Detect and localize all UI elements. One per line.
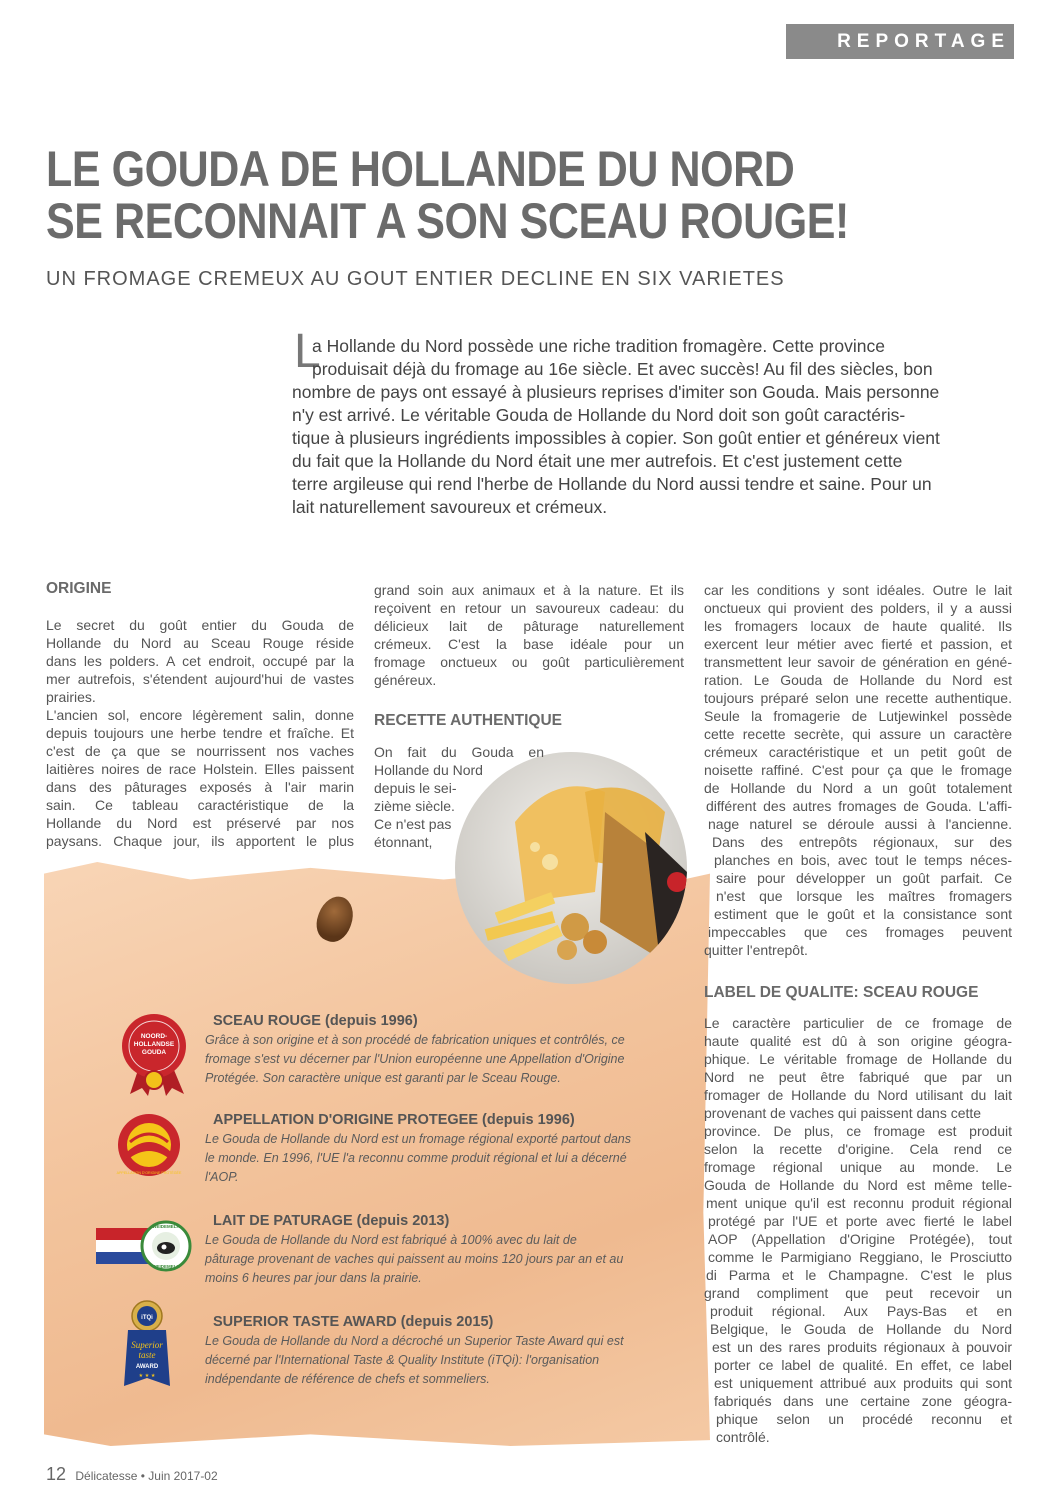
- intro-line: lait naturellement savoureux et crémeux.: [292, 497, 608, 517]
- page-number: 12: [46, 1464, 67, 1484]
- intro-paragraph: [292, 335, 940, 519]
- text-line: contrôlé.: [716, 1429, 770, 1445]
- award-title: SCEAU ROUGE (depuis 1996): [213, 1013, 418, 1029]
- text-line: crémeux. C'est la base idéale pour un: [374, 636, 684, 652]
- text-line: dans des pâturages exposés à l'air marin: [46, 779, 354, 795]
- svg-text:★ ★ ★: ★ ★ ★: [138, 1373, 156, 1379]
- text-line: phique. Le véritable fromage de Hollande du: [704, 1051, 1012, 1067]
- award-description: [205, 1332, 624, 1389]
- award-line: moins 6 heures par jour dans la prairie.: [205, 1271, 422, 1285]
- sceau-rouge-seal-icon: [116, 1010, 192, 1096]
- award-line: Le Gouda de Hollande du Nord est fabriqué à 100% avec du lait de: [205, 1233, 577, 1247]
- text-line: fromager de Hollande du Nord utilisant du lait: [704, 1087, 1012, 1103]
- seal-text: iTQi: [141, 1315, 153, 1321]
- text-line: nage naturel se déroule aussi à l'ancienne.: [708, 816, 1012, 832]
- intro-line: terre argileuse qui rend l'herbe de Hollande du Nord aussi tendre et saine. Pour un: [292, 474, 932, 494]
- text-line: haute qualité est dû à son origine géogra-: [704, 1033, 1012, 1049]
- text-line: sain. Ce tableau caractéristique de la: [46, 797, 354, 813]
- text-line: dans les polders. A cet endroit, occupé par la: [46, 653, 354, 669]
- text-line: On fait du Gouda en: [374, 744, 544, 760]
- text-line: les fromagers locaux de haute qualité. Ils: [704, 618, 1012, 634]
- seal-text: Superior: [131, 1340, 163, 1350]
- award-line: Le Gouda de Hollande du Nord a décroché un Superior Taste Award qui est: [205, 1334, 624, 1348]
- footer-publication: Délicatesse • Juin 2017-02: [75, 1469, 218, 1483]
- award-line: Protégée. Son caractère unique est garanti par le Sceau Rouge.: [205, 1071, 561, 1085]
- seal-text: GOUDA: [141, 1049, 167, 1056]
- text-line: noisette raffiné. C'est pour ça que le fromage: [704, 762, 1012, 778]
- award-line: Grâce à son origine et à son procédé de fabrication uniques et contrôlés, ce: [205, 1033, 625, 1047]
- text-line: est uniquement attribué aux produits qui sont: [714, 1375, 1012, 1391]
- text-line: planches en bois, avec tout le temps néces-: [714, 852, 1012, 868]
- text-line: protégé par l'UE et porte avec fierté le label: [708, 1213, 1012, 1229]
- text-line: fromage régional unique au monde. Le: [704, 1159, 1012, 1175]
- award-line: décerné par l'International Taste & Quality Institute (iTQi): l'organisation: [205, 1353, 600, 1367]
- text-line: Hollande du Nord: [374, 762, 483, 778]
- title-line: SE RECONNAIT A SON SCEAU ROUGE!: [46, 192, 849, 249]
- text-line: produit régional. Aux Pays-Bas et en: [710, 1303, 1012, 1319]
- text-line: Seule la fromagerie de Lutjewinkel possède: [704, 708, 1012, 724]
- award-line: fromage s'est vu décerner par l'Union européenne une Appellation d'Origine: [205, 1052, 625, 1066]
- section-tag: REPORTAGE: [786, 24, 1014, 59]
- text-line: crémeux caractéristique et un petit goût de: [704, 744, 1012, 760]
- intro-line: tique à plusieurs ingrédients impossibles à copier. Son goût entier et généreux vient: [292, 428, 940, 448]
- page-footer: [46, 1464, 218, 1485]
- text-line: phique selon un procédé reconnu et: [716, 1411, 1012, 1427]
- seal-text: taste: [138, 1350, 156, 1360]
- heading-recette: RECETTE AUTHENTIQUE: [374, 712, 563, 729]
- text-line: n'est que lorsque les maîtres fromagers: [716, 888, 1012, 904]
- text-line: selon la recette d'origine. Cela rend ce: [704, 1141, 1012, 1157]
- column-3-text: [704, 581, 1012, 959]
- text-line: zième siècle.: [374, 798, 455, 814]
- text-line: Belgique, le Gouda de Hollande du Nord: [710, 1321, 1012, 1337]
- aop-label-icon: [116, 1112, 182, 1178]
- title-line: LE GOUDA DE HOLLANDE DU NORD: [46, 141, 795, 197]
- seal-text: WEIDEMELK: [152, 1264, 180, 1269]
- text-line: de Hollande du Nord a un goût totalement: [704, 780, 1012, 796]
- text-line: Ce n'est pas: [374, 816, 452, 832]
- text-line: reçoivent en retour un savoureux cadeau: du: [374, 600, 684, 616]
- seal-text: WEIDEMELK: [152, 1224, 180, 1229]
- column-3-text-2: [704, 1014, 1012, 1446]
- award-lait-paturage: [205, 1213, 624, 1288]
- text-line: grand compliment que peut recevoir un: [704, 1285, 1012, 1301]
- heading-origine: ORIGINE: [46, 580, 112, 597]
- text-line: ration. Le Gouda de Hollande du Nord est: [704, 672, 1012, 688]
- text-line: Nord ne peut être fabriqué que par un: [704, 1069, 1012, 1085]
- text-line: Dans des entrepôts régionaux, sur des: [712, 834, 1012, 850]
- text-line: provenant de vaches qui paissent dans cette: [704, 1105, 982, 1121]
- intro-line: nombre de pays ont essayé à plusieurs reprises d'imiter son Gouda. Mais personne: [292, 382, 940, 402]
- award-description: [205, 1231, 623, 1288]
- text-line: Hollande du Nord au Sceau Rouge réside: [46, 635, 354, 651]
- award-title: APPELLATION D'ORIGINE PROTEGEE (depuis 1996): [213, 1112, 575, 1128]
- column-2-text: [374, 581, 684, 689]
- text-line: depuis toujours une herbe tendre et fraîche. Et: [46, 725, 354, 741]
- text-line: comme le Parmigiano Reggiano, le Prosciutto: [708, 1249, 1012, 1265]
- text-line: province. De plus, ce fromage est produit: [704, 1123, 1012, 1139]
- text-line: quitter l'entrepôt.: [704, 942, 808, 958]
- text-line: cette recette secrète, qui assure un caractère: [704, 726, 1012, 742]
- text-line: Gouda de Hollande du Nord est même telle-: [704, 1177, 1012, 1193]
- intro-dropcap: L: [294, 325, 321, 378]
- text-line: mer autrefois, s'étendent aujourd'hui de vastes: [46, 671, 354, 687]
- weidemelk-label-icon: [94, 1220, 192, 1272]
- award-description: [205, 1130, 631, 1187]
- text-line: différent des autres fromages de Gouda. L'affi-: [706, 798, 1012, 814]
- text-line: estiment que le goût et la consistance sont: [714, 906, 1012, 922]
- text-line: car les conditions y sont idéales. Outre le lait: [704, 582, 1012, 598]
- text-line: Le secret du goût entier du Gouda de: [46, 617, 354, 633]
- award-title: SUPERIOR TASTE AWARD (depuis 2015): [213, 1314, 494, 1330]
- intro-line: du fait que la Hollande du Nord était une mer autrefois. Et c'est justement cette: [292, 451, 903, 471]
- award-title: LAIT DE PATURAGE (depuis 2013): [213, 1213, 450, 1229]
- text-line: transmettent leur savoir de génération en géné-: [704, 654, 1012, 670]
- text-line: est un des rares produits régionaux à pouvoir: [712, 1339, 1012, 1355]
- heading-label: LABEL DE QUALITE: SCEAU ROUGE: [704, 984, 979, 1001]
- text-line: AOP (Appellation d'Origine Protégée), tout: [708, 1231, 1012, 1247]
- text-line: Le caractère particulier de ce fromage de: [704, 1015, 1012, 1031]
- award-description: [205, 1031, 625, 1088]
- award-line: l'AOP.: [205, 1170, 239, 1184]
- award-line: pâturage provenant de vaches qui paissent au moins 120 jours par an et au: [205, 1252, 624, 1266]
- column-2-text-2: [374, 743, 544, 851]
- award-line: Le Gouda de Hollande du Nord est un fromage régional exporté partout dans: [205, 1132, 631, 1146]
- page-title: [46, 141, 872, 249]
- text-line: impeccables que ces fromages peuvent: [708, 924, 1012, 940]
- intro-line: a Hollande du Nord possède une riche tradition fromagère. Cette province: [312, 336, 885, 356]
- text-line: prairies.: [46, 689, 96, 705]
- text-line: grand soin aux animaux et à la nature. Et ils: [374, 582, 684, 598]
- text-line: exercent leur métier avec fierté et passion, et: [704, 636, 1012, 652]
- text-line: Hollande du Nord est préservé par nos: [46, 815, 354, 831]
- text-line: paysans. Chaque jour, ils apportent le plus: [46, 833, 354, 849]
- intro-line: n'y est arrivé. Le véritable Gouda de Hollande du Nord doit son goût caractéris-: [292, 405, 906, 425]
- text-line: porter ce label de qualité. En effet, ce label: [714, 1357, 1012, 1373]
- seal-text: NOORD-: [140, 1033, 168, 1040]
- text-line: fromage onctueux ou goût particulièrement: [374, 654, 684, 670]
- text-line: étonnant,: [374, 834, 433, 850]
- text-line: c'est de ça que se nourrissent nos vaches: [46, 743, 354, 759]
- award-line: le monde. En 1996, l'UE l'a reconnu comme produit régional et lui a décerné: [205, 1151, 627, 1165]
- text-line: laitières noires de race Holstein. Elles paissent: [46, 761, 354, 777]
- text-line: L'ancien sol, encore légèrement salin, donne: [46, 707, 354, 723]
- seal-text: HOLLANDSE: [133, 1041, 175, 1048]
- superior-taste-award-icon: [120, 1298, 174, 1394]
- intro-line: produisait déjà du fromage au 16e siècle. Et avec succès! Au fil des siècles, bon: [312, 359, 933, 379]
- text-line: généreux.: [374, 672, 437, 688]
- text-line: depuis le sei-: [374, 780, 457, 796]
- seal-text: AWARD: [135, 1364, 159, 1370]
- text-line: délicieux lait de pâturage naturellement: [374, 618, 684, 634]
- text-line: ment unique qu'il est reconnu produit régional: [706, 1195, 1012, 1211]
- seal-text: APPELLATION D'ORIGINE PROTÉGÉE: [116, 1171, 182, 1175]
- page-subtitle: UN FROMAGE CREMEUX AU GOUT ENTIER DECLINE EN SIX VARIETES: [46, 268, 785, 290]
- text-line: onctueux qui provient des polders, il y a aussi: [704, 600, 1012, 616]
- award-superior-taste: [205, 1314, 624, 1389]
- award-aop: [205, 1112, 631, 1187]
- column-1-text: [46, 616, 354, 850]
- award-sceau-rouge: [205, 1013, 625, 1088]
- text-line: di Parma et le Champagne. C'est le plus: [706, 1267, 1012, 1283]
- text-line: saire pour développer un goût parfait. Ce: [716, 870, 1012, 886]
- text-line: fabriqués dans une certaine zone géogra-: [714, 1393, 1012, 1409]
- text-line: toujours préparé selon une recette authentique.: [704, 690, 1012, 706]
- award-line: indépendante de référence de chefs et sommeliers.: [205, 1372, 490, 1386]
